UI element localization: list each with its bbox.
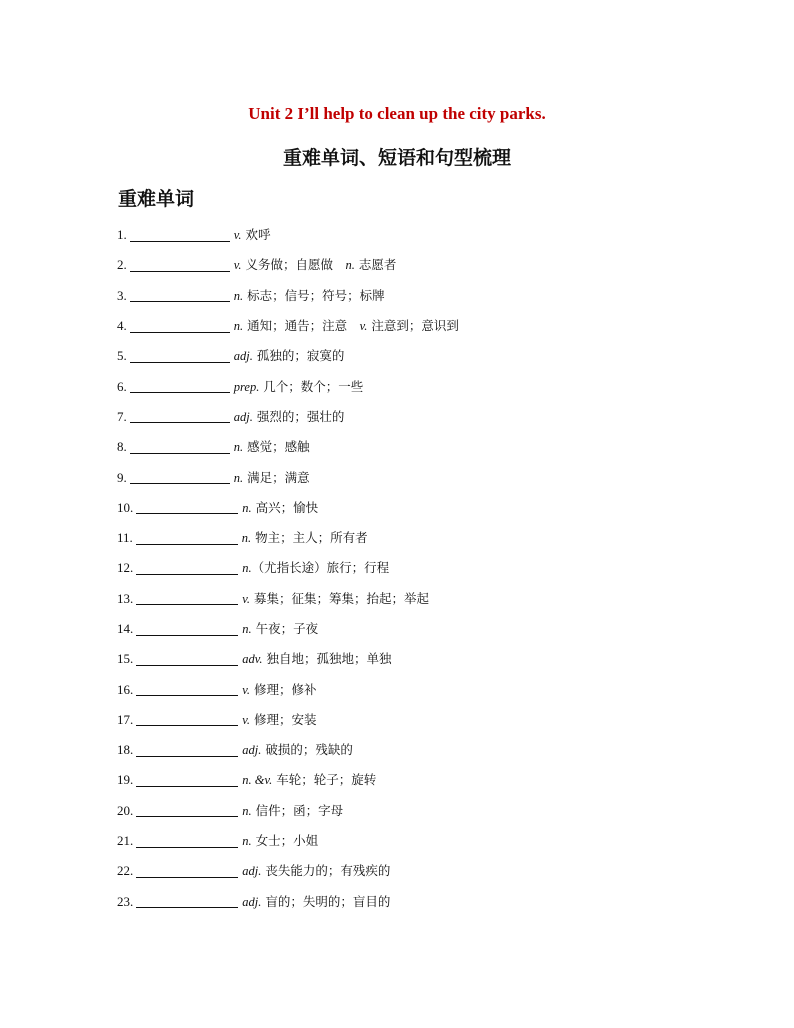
- definition-text: adv. 独自地；孤独地；单独: [242, 651, 392, 667]
- answer-blank[interactable]: [136, 835, 238, 848]
- definition-text: prep. 几个；数个；一些: [233, 378, 364, 394]
- definition-text: n. 女士；小姐: [242, 833, 319, 849]
- list-item: [117, 220, 717, 250]
- definition-text: v. 修理；修补: [242, 681, 317, 697]
- definition-text: n. 标志；信号；符号；标牌: [233, 287, 385, 303]
- list-item: [117, 705, 717, 735]
- definition-text: n. 通知；通告；注意 v. 注意到；意识到: [233, 318, 459, 334]
- unit-title: Unit 2 I’ll help to clean up the city parks.: [248, 104, 546, 123]
- list-item: [117, 311, 717, 341]
- list-item: [117, 644, 717, 674]
- item-number: 17.: [117, 711, 134, 727]
- list-item: [117, 493, 717, 523]
- list-item: [117, 281, 717, 311]
- answer-blank[interactable]: [130, 410, 230, 423]
- item-number: 21.: [117, 833, 134, 849]
- item-number: 11.: [117, 530, 133, 546]
- item-number: 4.: [117, 318, 127, 334]
- answer-blank[interactable]: [136, 501, 238, 514]
- list-item: [117, 856, 717, 886]
- list-item: [117, 614, 717, 644]
- list-item: [117, 796, 717, 826]
- answer-blank[interactable]: [136, 592, 238, 605]
- item-number: 16.: [117, 681, 134, 697]
- item-number: 3.: [117, 287, 127, 303]
- section-heading: 重难单词: [118, 188, 195, 210]
- list-item: [117, 765, 717, 795]
- list-item: [117, 250, 717, 280]
- list-item: [117, 887, 717, 917]
- item-number: 12.: [117, 560, 134, 576]
- answer-blank[interactable]: [130, 229, 230, 242]
- page-subtitle: 重难单词、短语和句型梳理: [282, 147, 511, 169]
- item-number: 7.: [117, 408, 127, 424]
- answer-blank[interactable]: [136, 562, 238, 575]
- definition-text: adj. 孤独的；寂寞的: [233, 348, 345, 364]
- item-number: 18.: [117, 742, 134, 758]
- definition-text: adj. 强烈的；强壮的: [233, 408, 345, 424]
- answer-blank[interactable]: [130, 289, 230, 302]
- item-number: 5.: [117, 348, 127, 364]
- answer-blank[interactable]: [130, 471, 230, 484]
- list-item: [117, 826, 717, 856]
- answer-blank[interactable]: [136, 744, 238, 757]
- answer-blank[interactable]: [130, 320, 230, 333]
- list-item: [117, 584, 717, 614]
- item-number: 1.: [117, 227, 127, 243]
- list-item: [117, 523, 717, 553]
- definition-text: v. 义务做；自愿做 n. 志愿者: [233, 257, 397, 273]
- definition-text: v. 修理；安装: [242, 711, 317, 727]
- answer-blank[interactable]: [136, 532, 238, 545]
- item-number: 19.: [117, 772, 134, 788]
- list-item: [117, 371, 717, 401]
- definition-text: adj. 破损的；残缺的: [242, 742, 353, 758]
- definition-text: adj. 丧失能力的；有残疾的: [242, 863, 391, 879]
- answer-blank[interactable]: [136, 623, 238, 636]
- list-item: [117, 432, 717, 462]
- item-number: 9.: [117, 469, 127, 485]
- definition-text: n.（尤指长途）旅行；行程: [242, 560, 390, 576]
- item-number: 20.: [117, 802, 134, 818]
- item-number: 22.: [117, 863, 134, 879]
- item-number: 10.: [117, 499, 134, 515]
- item-number: 14.: [117, 621, 134, 636]
- item-number: 8.: [117, 439, 127, 455]
- list-item: [117, 674, 717, 704]
- item-number: 23.: [117, 893, 134, 909]
- list-item: [117, 462, 717, 492]
- answer-blank[interactable]: [136, 683, 238, 696]
- list-item: [117, 735, 717, 765]
- answer-blank[interactable]: [136, 865, 238, 878]
- definition-text: adj. 盲的；失明的；盲目的: [242, 893, 391, 909]
- definition-text: n. 感觉；感触: [233, 439, 310, 455]
- vocab-list: [117, 220, 717, 917]
- definition-text: n. 信件；函；字母: [242, 802, 344, 818]
- answer-blank[interactable]: [130, 441, 230, 454]
- answer-blank[interactable]: [136, 774, 238, 787]
- answer-blank[interactable]: [136, 895, 238, 908]
- answer-blank[interactable]: [130, 350, 230, 363]
- definition-text: v. 募集；征集；筹集；抬起；举起: [242, 590, 429, 606]
- answer-blank[interactable]: [130, 380, 230, 393]
- definition-text: n. 满足；满意: [233, 469, 310, 485]
- answer-blank[interactable]: [136, 713, 238, 726]
- item-number: 15.: [117, 651, 134, 667]
- definition-text: n. 午夜；子夜: [242, 621, 319, 636]
- answer-blank[interactable]: [136, 804, 238, 817]
- answer-blank[interactable]: [136, 653, 238, 666]
- item-number: 2.: [117, 257, 127, 273]
- list-item: [117, 341, 717, 371]
- list-item: [117, 553, 717, 583]
- definition-text: n. 物主；主人；所有者: [241, 530, 368, 546]
- item-number: 13.: [117, 590, 134, 606]
- definition-text: n. &v. 车轮；轮子；旋转: [242, 772, 377, 788]
- definition-text: n. 高兴；愉快: [242, 499, 319, 515]
- definition-text: v. 欢呼: [233, 227, 271, 243]
- list-item: [117, 402, 717, 432]
- answer-blank[interactable]: [130, 259, 230, 272]
- item-number: 6.: [117, 378, 127, 394]
